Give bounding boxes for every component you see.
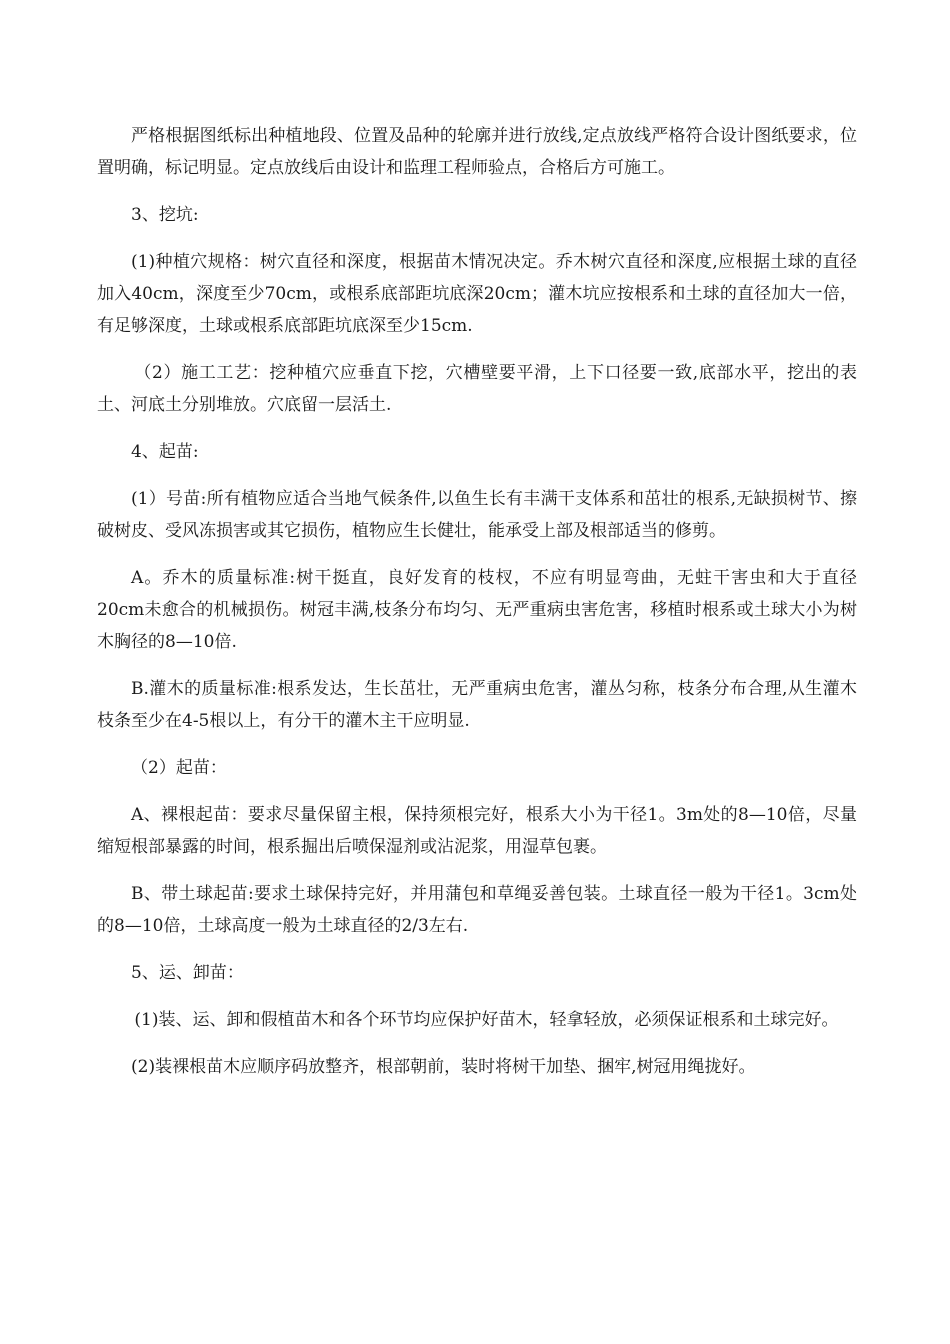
document-body bbox=[97, 120, 857, 1098]
paragraph-loading-bare-root: (2)装裸根苗木应顺序码放整齐，根部朝前，装时将树干加垫、捆牢,树冠用绳拢好。 bbox=[131, 1057, 756, 1077]
paragraph-seedling-selection: (1）号苗:所有植物应适合当地气候条件,以鱼生长有丰满干支体系和茁壮的根系,无缺损树节、擦破树皮、受风冻损害或其它损伤，植物应生长健壮，能承受上部及根部适当的修剪。 bbox=[97, 489, 857, 541]
heading-digging-pits: 3、挖坑: bbox=[131, 205, 199, 225]
paragraph-pit-specification: (1)种植穴规格：树穴直径和深度，根据苗木情况决定。乔木树穴直径和深度,应根据土球的直径加入40cm，深度至少70cm，或根系底部距坑底深20cm；灌木坑应按根系和土球的直径加大一倍，有足够深度，土球或根系底部距坑底深至少15cm. bbox=[97, 252, 857, 336]
paragraph-tree-quality-standard: A。乔木的质量标准:树干挺直，良好发育的枝杈，不应有明显弯曲，无蛀干害虫和大于直径20cm未愈合的机械损伤。树冠丰满,枝条分布均匀、无严重病虫害危害，移植时根系或土球大小为树木胸径的8—10倍. bbox=[97, 568, 857, 652]
heading-lifting-seedlings: 4、起苗: bbox=[131, 442, 199, 462]
paragraph-bare-root-lifting: A、裸根起苗：要求尽量保留主根，保持须根完好，根系大小为干径1。3m处的8—10倍，尽量缩短根部暴露的时间，根系掘出后喷保湿剂或沾泥浆，用湿草包裹。 bbox=[97, 805, 857, 857]
paragraph-staking-out: 严格根据图纸标出种植地段、位置及品种的轮廓并进行放线,定点放线严格符合设计图纸要求，位置明确，标记明显。定点放线后由设计和监理工程师验点，合格后方可施工。 bbox=[97, 126, 857, 178]
heading-lifting: （2）起苗： bbox=[131, 758, 227, 778]
paragraph-shrub-quality-standard: B.灌木的质量标准:根系发达，生长茁壮，无严重病虫危害，灌丛匀称，枝条分布合理,从生灌木枝条至少在4-5根以上，有分干的灌木主干应明显. bbox=[97, 679, 857, 731]
paragraph-root-ball-lifting: B、带土球起苗:要求土球保持完好，并用蒲包和草绳妥善包装。土球直径一般为干径1。3cm处的8—10倍，土球高度一般为土球直径的2/3左右. bbox=[97, 884, 857, 936]
heading-transport-unloading: 5、运、卸苗： bbox=[131, 963, 244, 983]
paragraph-handling-protection: (1)装、运、卸和假植苗木和各个环节均应保护好苗木，轻拿轻放，必须保证根系和土球完好。 bbox=[134, 1010, 839, 1030]
paragraph-construction-process: （2）施工工艺：挖种植穴应垂直下挖，穴槽壁要平滑，上下口径要一致,底部水平，挖出的表土、河底土分别堆放。穴底留一层活土. bbox=[97, 363, 857, 415]
